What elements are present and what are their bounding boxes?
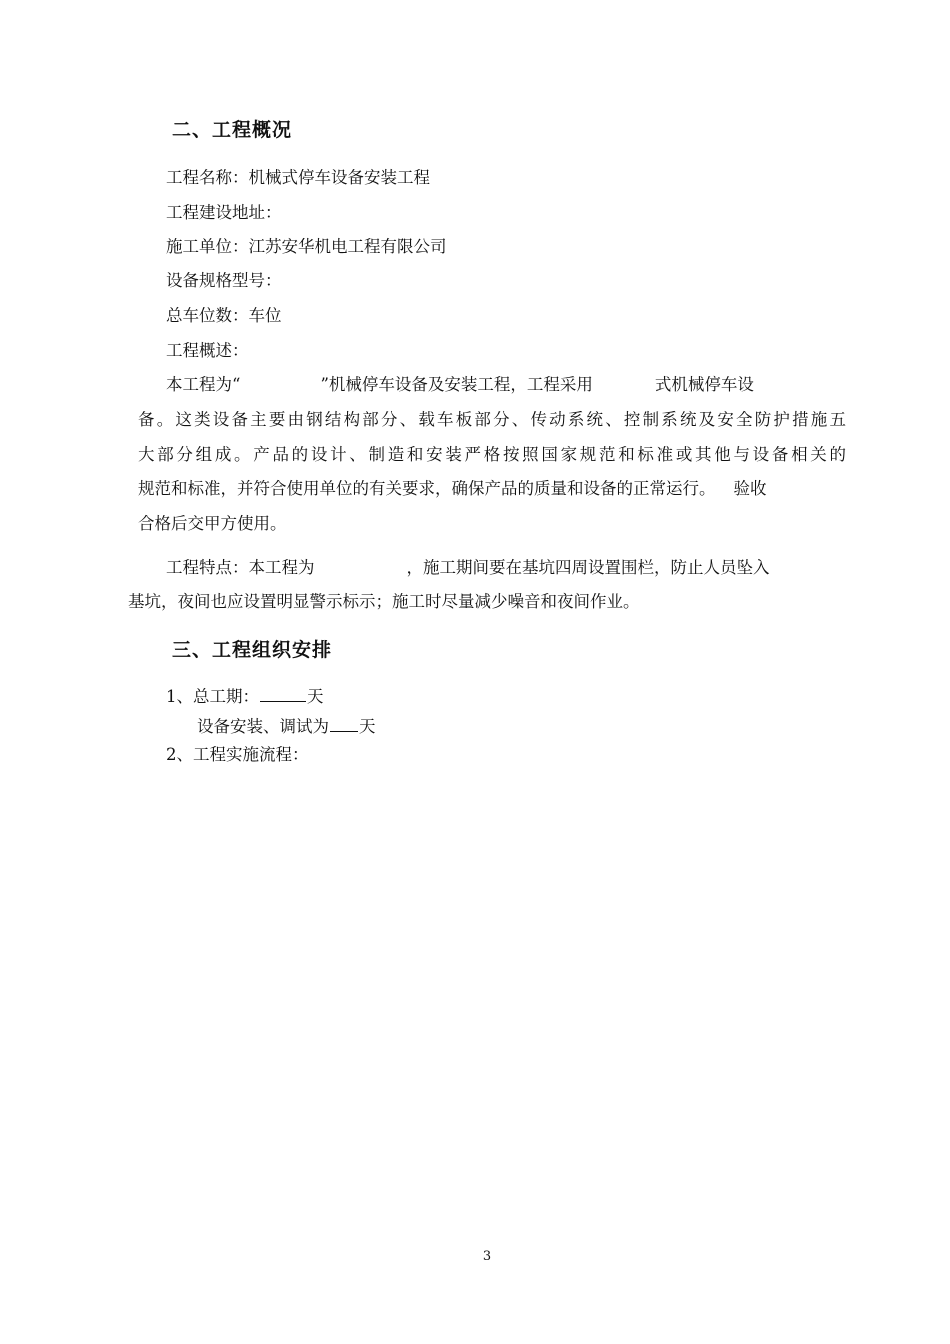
overview-line-4-part-a: 规范和标准，并符合使用单位的有关要求，确保产品的质量和设备的正常运行。 bbox=[138, 479, 716, 498]
features-line-1-part-b: ，施工期间要在基坑四周设置围栏，防止人员坠入 bbox=[406, 558, 770, 577]
features-line-2: 基坑，夜间也应设置明显警示标示；施工时尽量减少噪音和夜间作业。 bbox=[128, 592, 640, 611]
overview-line-1-part-b: ”机械停车设备及安装工程，工程采用 bbox=[320, 375, 593, 394]
total-duration-label: 1、总工期： bbox=[166, 687, 259, 706]
overview-line-1 bbox=[166, 374, 846, 396]
features-line-1-part-a: 工程特点：本工程为 bbox=[166, 558, 315, 577]
total-duration-blank bbox=[260, 684, 306, 702]
install-duration-label: 设备安装、调试为 bbox=[197, 717, 329, 736]
overview-line-2: 备。这类设备主要由钢结构部分、载车板部分、传动系统、控制系统及安全防护措施五 bbox=[138, 410, 846, 429]
equipment-model-line: 设备规格型号： bbox=[166, 271, 282, 290]
overview-line-3: 大部分组成。产品的设计、制造和安装严格按照国家规范和标准或其他与设备相关的 bbox=[138, 445, 846, 464]
overview-line-4-part-b: 验收 bbox=[733, 479, 767, 498]
overview-line-5: 合格后交甲方使用。 bbox=[138, 514, 287, 533]
total-spaces-line: 总车位数：车位 bbox=[166, 306, 282, 325]
contractor-line: 施工单位：江苏安华机电工程有限公司 bbox=[166, 237, 447, 256]
page-number: 3 bbox=[482, 1249, 492, 1264]
install-duration-blank bbox=[330, 714, 358, 732]
total-duration-unit: 天 bbox=[307, 687, 324, 706]
section-heading-overview: 二、工程概况 bbox=[172, 119, 293, 141]
features-line-1 bbox=[166, 557, 770, 579]
implementation-flow-line: 2、工程实施流程： bbox=[166, 745, 309, 764]
overview-line-4 bbox=[138, 478, 767, 500]
project-address-line: 工程建设地址： bbox=[166, 203, 282, 222]
install-duration-line bbox=[197, 714, 376, 738]
overview-line-1-part-a: 本工程为“ bbox=[166, 375, 241, 394]
project-name-line: 工程名称：机械式停车设备安装工程 bbox=[166, 168, 430, 187]
install-duration-unit: 天 bbox=[359, 717, 376, 736]
total-duration-line bbox=[166, 684, 324, 708]
overview-label: 工程概述： bbox=[166, 341, 249, 360]
overview-line-1-part-c: 式机械停车设 bbox=[654, 375, 754, 394]
section-heading-organization: 三、工程组织安排 bbox=[172, 639, 333, 661]
